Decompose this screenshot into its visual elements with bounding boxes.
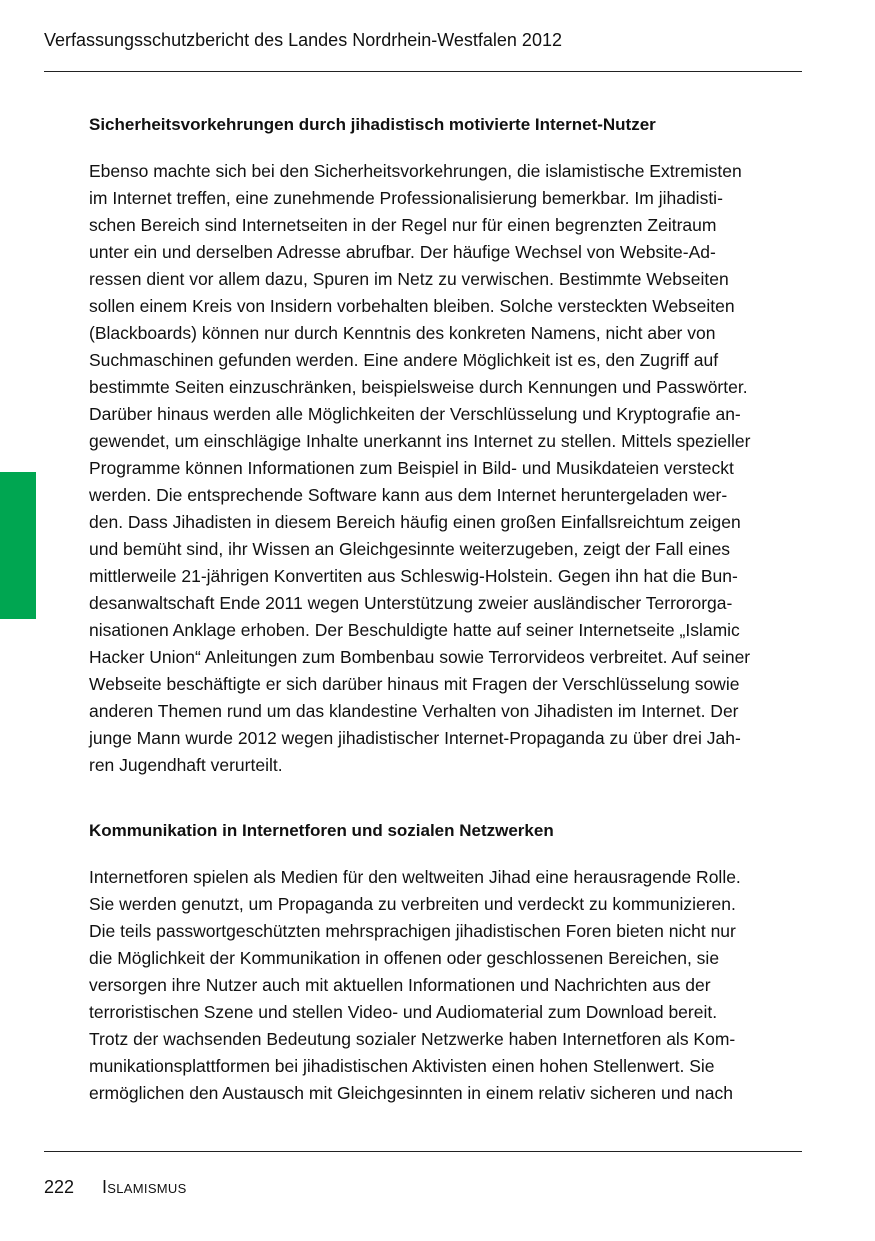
header-rule	[44, 71, 802, 72]
section-heading-security: Sicherheitsvorkehrungen durch jihadistisch motivierte Internet-Nutzer	[89, 115, 656, 134]
paragraph-security: Ebenso machte sich bei den Sicherheitsvorkehrungen, die islamistische Extremisten im Internet treffen, eine zunehmende Professionalisierung bemerkbar. Im jihadisti- schen Bereich sind Internetseiten in der Regel nur für einen begrenzten Zeitraum unter ein und derselben Adresse abrufbar. Der häufige Wechsel von Website-Ad- ressen dient vor allem dazu, Spuren im Netz zu verwischen. Bestimmte Webseiten sollen einem Kreis von Insidern vorbehalten bleiben. Solche versteckten Webseiten (Blackboards) können nur durch Kenntnis des konkreten Namens, nicht aber von Suchmaschinen gefunden werden. Eine andere Möglichkeit ist es, den Zugriff auf bestimmte Seiten einzuschränken, beispielsweise durch Kennungen und Passwörter. Darüber hinaus werden alle Möglichkeiten der Verschlüsselung und Kryptografie an- gewendet, um einschlägige Inhalte unerkannt ins Internet zu stellen. Mittels spezieller Programme können Informationen zum Beispiel in Bild- und Musikdateien versteckt werden. Die entsprechende Software kann aus dem Internet heruntergeladen wer- den. Dass Jihadisten in diesem Bereich häufig einen großen Einfallsreichtum zeigen und bemüht sind, ihr Wissen an Gleichgesinnte weiterzugeben, zeigt der Fall eines mittlerweile 21-jährigen Konvertiten aus Schleswig-Holstein. Gegen ihn hat die Bun- desanwaltschaft Ende 2011 wegen Unterstützung zweier ausländischer Terrororga- nisationen Anklage erhoben. Der Beschuldigte hatte auf seiner Internetseite „Islamic Hacker Union“ Anleitungen zum Bombenbau sowie Terrorvideos verbreitet. Auf seiner Webseite beschäftigte er sich darüber hinaus mit Fragen der Verschlüsselung sowie anderen Themen rund um das klandestine Verhalten von Jihadisten im Internet. Der junge Mann wurde 2012 wegen jihadistischer Internet-Propaganda zu über drei Jah- ren Jugendhaft verurteilt.	[89, 161, 751, 775]
spacer	[89, 843, 801, 864]
paragraph-communication: Internetforen spielen als Medien für den weltweiten Jihad eine herausragende Rolle. Sie werden genutzt, um Propaganda zu verbreiten und verdeckt zu kommunizieren. Die teils passwortgeschützten mehrsprachigen jihadistischen Foren bieten nicht nur die Möglichkeit der Kommunikation in offenen oder geschlossenen Bereichen, sie versorgen ihre Nutzer auch mit aktuellen Informationen und Nachrichten aus der terroristischen Szene und stellen Video- und Audiomaterial zum Download bereit. Trotz der wachsenden Bedeutung sozialer Netzwerke haben Internetforen als Kom- munikationsplattformen bei jihadistischen Aktivisten einen hohen Stellenwert. Sie ermöglichen den Austausch mit Gleichgesinnten in einem relativ sicheren und nach	[89, 867, 741, 1103]
chapter-side-tab	[0, 472, 36, 619]
page-number: 222	[44, 1177, 75, 1197]
footer-section-name: Islamismus	[102, 1177, 187, 1197]
page-content	[89, 113, 801, 1107]
spacer	[89, 779, 801, 819]
footer-rule	[44, 1151, 802, 1152]
spacer	[89, 137, 801, 158]
running-header: Verfassungsschutzbericht des Landes Nordrhein-Westfalen 2012	[44, 30, 562, 50]
section-heading-communication: Kommunikation in Internetforen und sozialen Netzwerken	[89, 821, 554, 840]
page-footer	[44, 1176, 187, 1198]
